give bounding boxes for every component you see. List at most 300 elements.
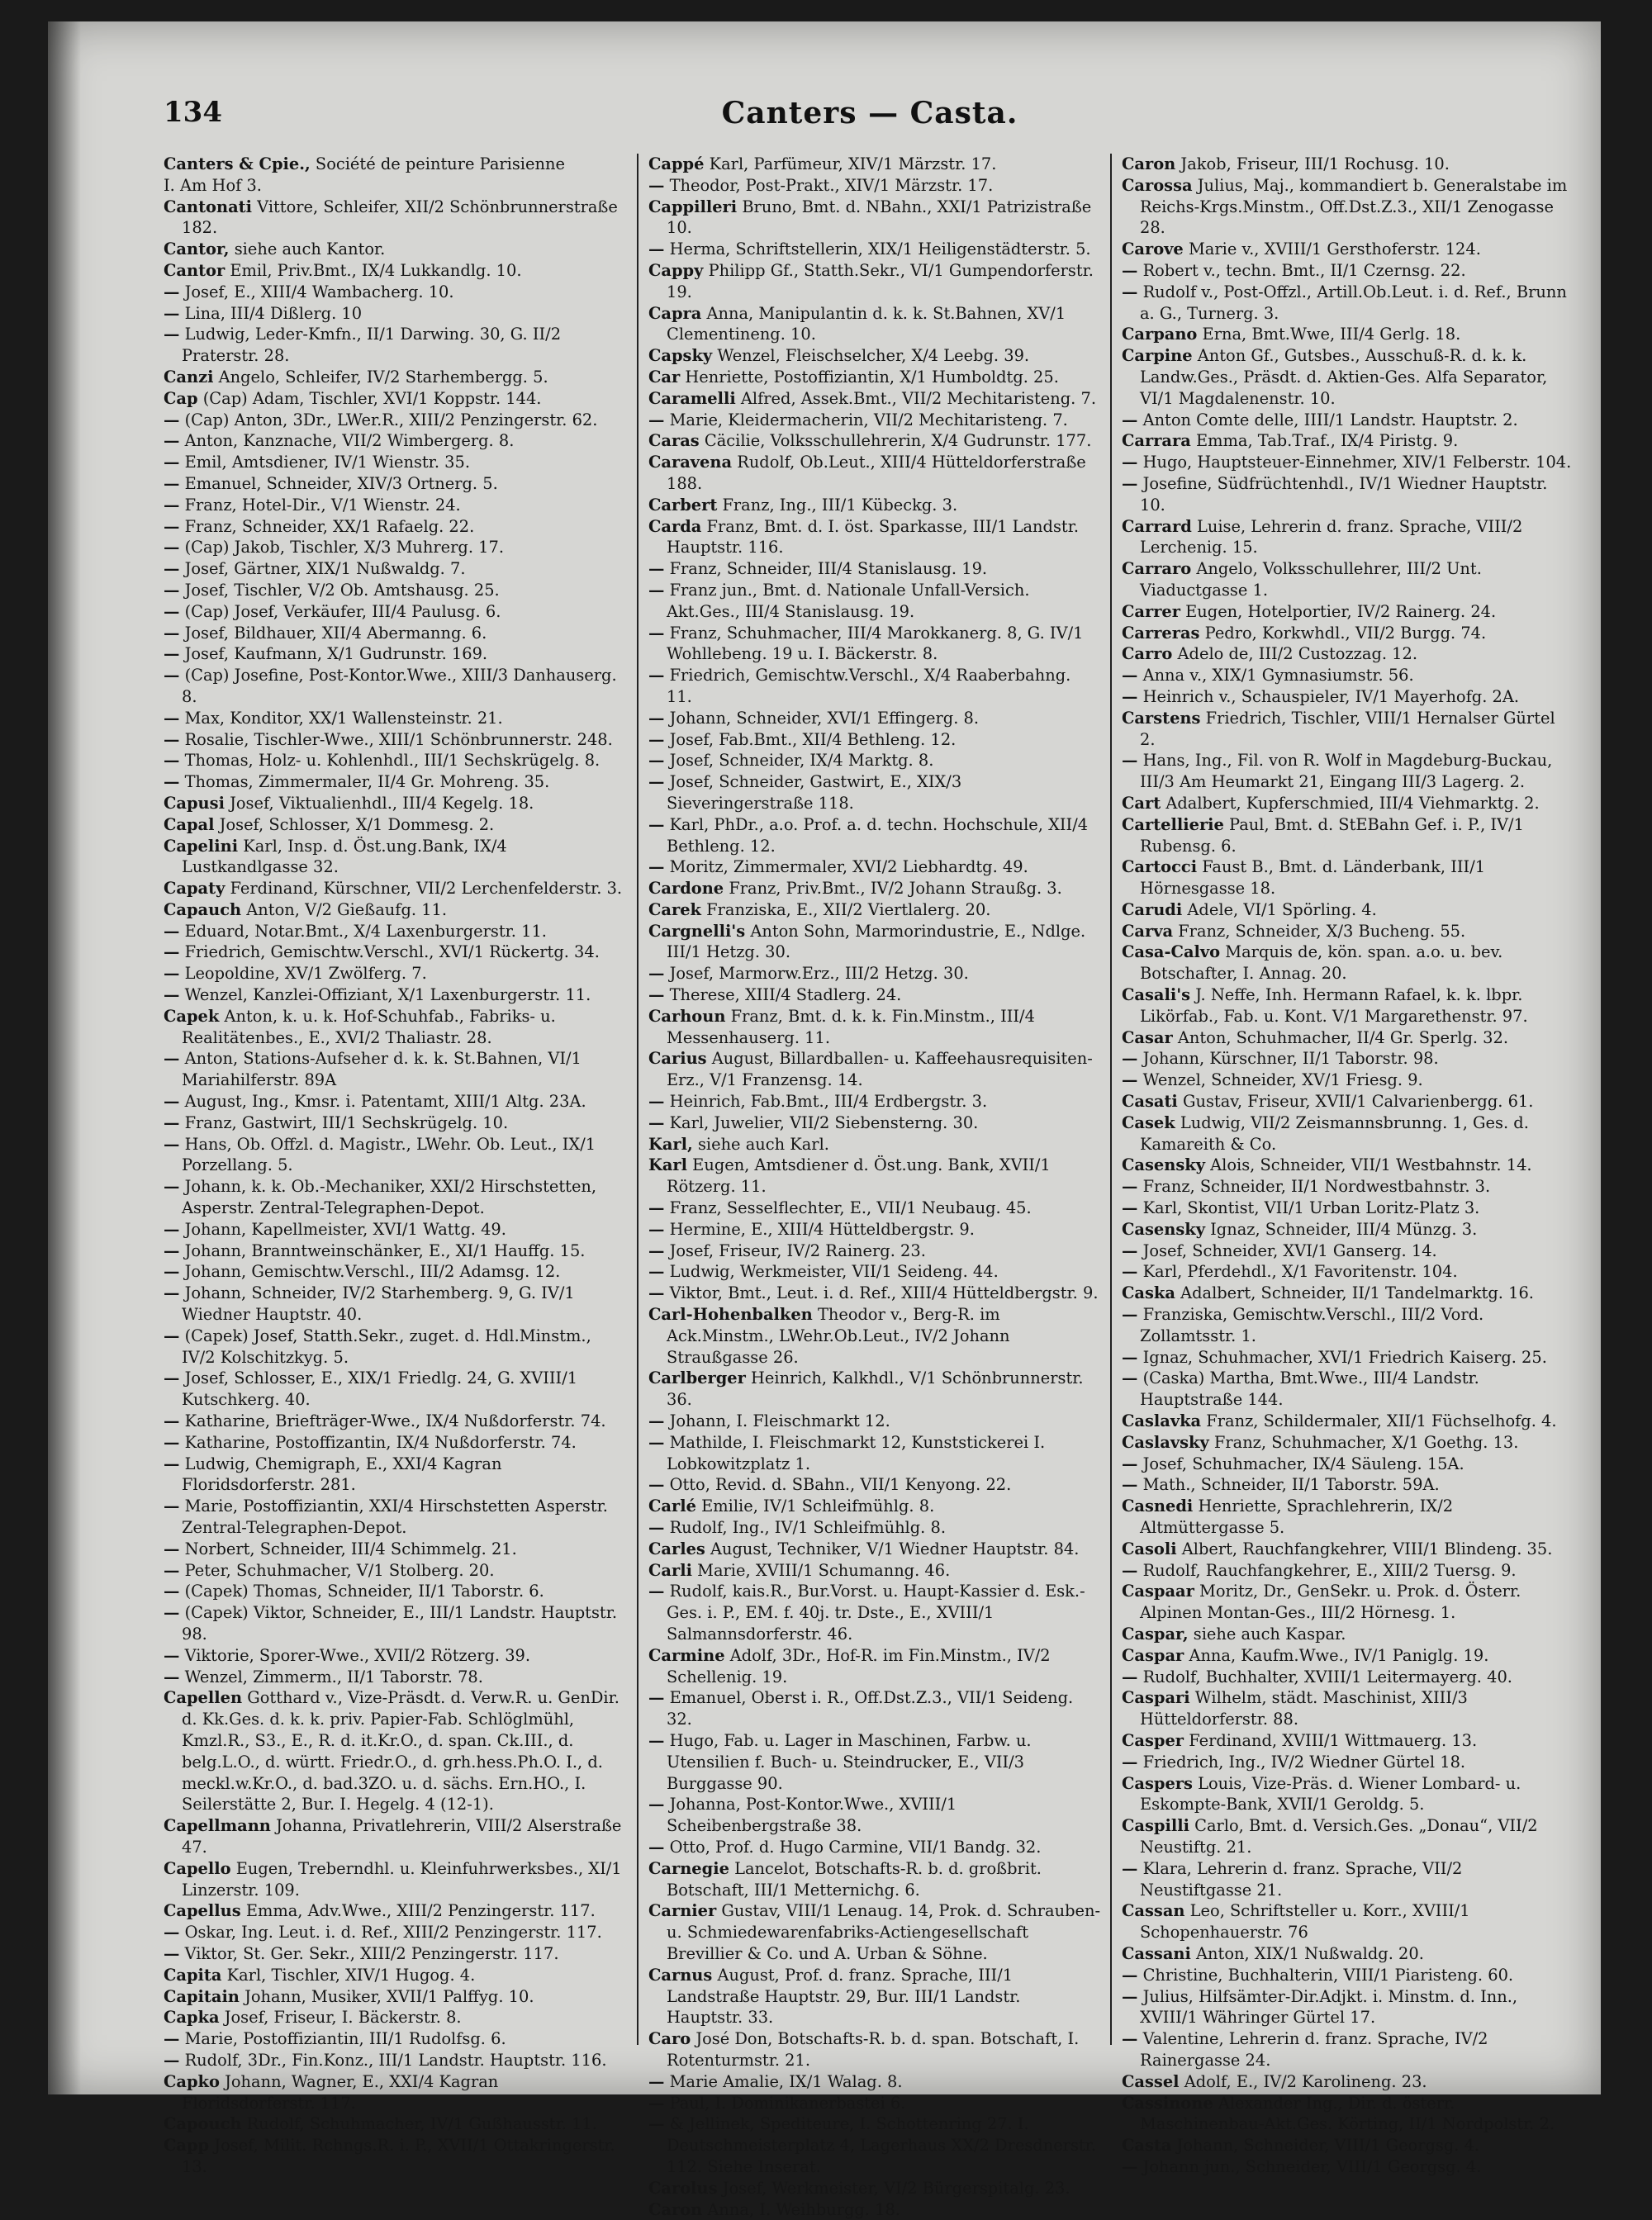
entry-details: Alfred, Assek.Bmt., VII/2 Mechitaristeng. 7. xyxy=(741,389,1096,408)
entry-details: Viktor, Bmt., Leut. i. d. Ref., XIII/4 Hütteldbergstr. 9. xyxy=(670,1283,1099,1302)
directory-entry xyxy=(648,175,1100,197)
entry-details: Eugen, Hotelportier, IV/2 Rainerg. 24. xyxy=(1185,602,1496,621)
entry-details: Emil, Amtsdiener, IV/1 Wienstr. 35. xyxy=(185,453,470,472)
entry-details: Karl, Tischler, XIV/1 Hugog. 4. xyxy=(227,1966,476,1985)
column-right xyxy=(1110,154,1583,2045)
entry-details: Jakob, Friseur, III/1 Rochusg. 10. xyxy=(1180,154,1449,173)
entry-name: — xyxy=(164,1411,179,1430)
entry-name: Casoli xyxy=(1122,1539,1177,1558)
directory-entry xyxy=(164,175,627,197)
entry-details: Emil, Priv.Bmt., IX/4 Lukkandlg. 10. xyxy=(230,261,521,280)
entry-name: Capusi xyxy=(164,794,225,813)
directory-entry xyxy=(648,1048,1100,1091)
entry-name: — xyxy=(648,2114,664,2133)
entry-details: Rudolf, Buchhalter, XVIII/1 Leitermayerg. 40. xyxy=(1143,1667,1512,1686)
entry-details: Thomas, Holz- u. Kohlenhdl., III/1 Sechskrügelg. 8. xyxy=(185,751,601,770)
directory-entry xyxy=(1122,1474,1574,1496)
entry-details: Marie, XVIII/1 Schumanng. 46. xyxy=(697,1561,950,1580)
directory-entry xyxy=(648,2199,1100,2220)
directory-entry xyxy=(648,367,1100,388)
directory-entry xyxy=(1122,1411,1574,1432)
directory-entry xyxy=(164,452,627,473)
entry-details: Henriette, Sprachlehrerin, IX/2 Altmüttergasse 5. xyxy=(1140,1497,1453,1537)
entry-name: — xyxy=(164,559,179,578)
entry-details: Karl, Parfümeur, XIV/1 Märzstr. 17. xyxy=(710,154,997,173)
entry-name: Carreras xyxy=(1122,624,1199,643)
entry-details: Josef, Bildhauer, XII/4 Abermanng. 6. xyxy=(185,624,487,643)
entry-details: Rudolf, kais.R., Bur.Vorst. u. Haupt-Kassier d. Esk.-Ges. i. P., EM. f. 40j. tr. Dste., E., XVIII/1 Salmannsdorferstr. 46. xyxy=(667,1582,1085,1644)
directory-entry xyxy=(1122,1176,1574,1198)
directory-entry xyxy=(164,878,627,899)
entry-name: Caravena xyxy=(648,453,732,472)
directory-entry xyxy=(648,303,1100,346)
directory-entry xyxy=(648,2113,1100,2177)
entry-name: — xyxy=(164,325,179,344)
directory-entry xyxy=(164,643,627,665)
directory-entry xyxy=(648,430,1100,452)
entry-details: Mathilde, I. Fleischmarkt 12, Kunststickerei I. Lobkowitzplatz 1. xyxy=(667,1433,1045,1473)
directory-entry xyxy=(1122,1730,1574,1752)
entry-details: Thomas, Zimmermaler, II/4 Gr. Mohreng. 35. xyxy=(185,772,550,791)
directory-entry xyxy=(1122,921,1574,942)
entry-details: Heinrich, Fab.Bmt., III/4 Erdbergstr. 3. xyxy=(670,1092,988,1111)
directory-entry xyxy=(164,1539,627,1560)
directory-entry xyxy=(1122,516,1574,559)
directory-entry xyxy=(648,1539,1100,1560)
entry-details: Friedrich, Gemischtw.Verschl., X/4 Raaberbahng. 11. xyxy=(667,666,1070,706)
entry-name: Carossa xyxy=(1122,176,1193,195)
entry-name: — xyxy=(164,1262,179,1281)
entry-name: Cap xyxy=(164,389,198,408)
directory-entry xyxy=(164,558,627,580)
entry-name: — xyxy=(648,1475,664,1494)
entry-details: Wilhelm, städt. Maschinist, XIII/3 Hütteldorferstr. 88. xyxy=(1140,1688,1468,1729)
directory-entry xyxy=(648,856,1100,878)
entry-details: Alois, Schneider, VII/1 Westbahnstr. 14. xyxy=(1210,1155,1531,1174)
entry-details: Josef, Milit. Rchngs.R. i. P., XVII/1 Ottakringerstr. 13. xyxy=(182,2136,615,2176)
entry-details: (Capek) Viktor, Schneider, E., III/1 Landstr. Hauptstr. 98. xyxy=(182,1603,617,1644)
entry-details: August, Techniker, V/1 Wiedner Hauptstr. 84. xyxy=(710,1539,1079,1558)
directory-entry xyxy=(164,708,627,729)
entry-name: — xyxy=(164,2029,179,2048)
entry-name: Caro xyxy=(648,2029,691,2048)
entry-details: Eugen, Amtsdiener d. Öst.ung. Bank, XVII/1 Rötzerg. 11. xyxy=(667,1155,1051,1196)
entry-details: Rudolf, Rauchfangkehrer, E., XIII/2 Tuersg. 9. xyxy=(1143,1561,1517,1580)
directory-entry xyxy=(648,1304,1100,1368)
entry-details: Adolf, E., IV/2 Karolineng. 23. xyxy=(1184,2072,1427,2091)
entry-details: Heinrich v., Schauspieler, IV/1 Mayerhofg. 2A. xyxy=(1143,687,1519,706)
entry-details: Josef, Schneider, XVI/1 Ganserg. 14. xyxy=(1143,1241,1437,1260)
entry-details: (Cap) Jakob, Tischler, X/3 Muhrerg. 17. xyxy=(185,538,504,557)
directory-entry xyxy=(164,1112,627,1134)
directory-entry xyxy=(1122,1687,1574,1730)
entry-details: Johanna, Privatlehrerin, VIII/2 Alserstraße 47. xyxy=(182,1816,621,1857)
directory-entry xyxy=(1122,410,1574,431)
entry-details: (Cap) Adam, Tischler, XVI/1 Koppstr. 144. xyxy=(203,389,542,408)
entry-details: siehe auch Karl. xyxy=(698,1135,829,1154)
entry-name: — xyxy=(164,985,179,1004)
directory-entry xyxy=(648,1645,1100,1688)
entry-details: Julius, Hilfsämter-Dir.Adjkt. i. Minstm. d. Inn., XVIII/1 Währinger Gürtel 17. xyxy=(1140,1987,1517,2028)
directory-entry xyxy=(164,899,627,921)
directory-entry xyxy=(164,410,627,431)
directory-entry xyxy=(164,303,627,325)
entry-details: Franz, Schneider, X/3 Bucheng. 55. xyxy=(1178,922,1465,941)
directory-entry xyxy=(1122,1219,1574,1240)
directory-entry xyxy=(164,1922,627,1943)
entry-details: August, Billardballen- u. Kaffeehausrequisiten-Erz., V/1 Franzensg. 14. xyxy=(667,1049,1093,1089)
entry-name: Caspar xyxy=(1122,1646,1184,1665)
directory-entry xyxy=(164,1134,627,1177)
directory-entry xyxy=(648,771,1100,814)
directory-entry xyxy=(164,239,627,260)
entry-details: Wenzel, Schneider, XV/1 Friesg. 9. xyxy=(1143,1070,1423,1089)
directory-entry xyxy=(1122,665,1574,686)
entry-details: Johann, k. k. Ob.-Mechaniker, XXI/2 Hirschstetten, Asperstr. Zentral-Telegraphen-Depot. xyxy=(182,1177,596,1217)
directory-entry xyxy=(648,1496,1100,1517)
entry-details: Franz, Schildermaler, XII/1 Füchselhofg. 4. xyxy=(1206,1411,1556,1430)
entry-name: — xyxy=(164,1241,179,1260)
directory-entry xyxy=(648,1091,1100,1112)
directory-entry xyxy=(1122,1539,1574,1560)
entry-details: Franz, Priv.Bmt., IV/2 Johann Straußg. 3. xyxy=(729,879,1062,898)
entry-details: Josef, Schlosser, X/1 Dommesg. 2. xyxy=(220,815,495,834)
directory-entry xyxy=(164,282,627,303)
entry-details: Rudolf, Ing., IV/1 Schleifmühlg. 8. xyxy=(670,1518,946,1537)
entry-name: Caspar, xyxy=(1122,1625,1189,1644)
entry-details: siehe auch Kantor. xyxy=(235,240,386,259)
entry-name: — xyxy=(164,964,179,983)
directory-entry xyxy=(648,708,1100,729)
entry-details: Johanna, Post-Kontor.Wwe., XVIII/1 Scheibenbergstraße 38. xyxy=(667,1795,957,1835)
entry-name: Caras xyxy=(648,431,700,450)
entry-details: Ludwig, VII/2 Zeismannsbrunng. 1, Ges. d. Kamareith & Co. xyxy=(1140,1113,1529,1154)
entry-details: August, Ing., Kmsr. i. Patentamt, XIII/1 Altg. 23A. xyxy=(185,1092,586,1111)
entry-name: — xyxy=(1122,1966,1137,1985)
entry-details: Marie, Postoffiziantin, III/1 Rudolfsg. 6. xyxy=(185,2029,506,2048)
entry-details: Angelo, Volksschullehrer, III/2 Unt. Viaductgasse 1. xyxy=(1140,559,1482,600)
entry-details: Anton, Schuhmacher, II/4 Gr. Sperlg. 32. xyxy=(1178,1028,1508,1047)
entry-name: — xyxy=(648,2072,664,2091)
entry-name: — xyxy=(648,1688,664,1707)
entry-name: — xyxy=(164,922,179,941)
entry-details: Franz, Schuhmacher, III/4 Marokkanerg. 8, G. IV/1 Wohllebeng. 19 u. I. Bäckerstr. 8. xyxy=(667,624,1083,664)
entry-name: — xyxy=(164,2051,179,2070)
entry-details: Viktor, St. Ger. Sekr., XIII/2 Penzingerstr. 117. xyxy=(185,1944,559,1963)
entry-name: Cappy xyxy=(648,261,703,280)
entry-name: — xyxy=(648,730,664,749)
directory-entry xyxy=(648,1965,1100,2028)
entry-name: Cassani xyxy=(1122,1944,1191,1963)
entry-name: — xyxy=(1122,1070,1137,1089)
entry-name: Canters & Cpie., xyxy=(164,154,311,173)
directory-entry xyxy=(648,388,1100,410)
directory-entry xyxy=(648,197,1100,240)
directory-entry xyxy=(164,1240,627,1262)
directory-entry xyxy=(164,1900,627,1922)
directory-entry xyxy=(1122,1900,1574,1943)
directory-entry xyxy=(164,2028,627,2050)
directory-entry xyxy=(648,580,1100,623)
running-head: Canters — Casta. xyxy=(164,96,1576,130)
directory-entry xyxy=(648,921,1100,964)
directory-entry xyxy=(164,495,627,516)
directory-entry xyxy=(1122,1091,1574,1112)
directory-entry xyxy=(164,367,627,388)
directory-entry xyxy=(164,1261,627,1283)
entry-details: Adalbert, Schneider, II/1 Tandelmarktg. 16. xyxy=(1180,1283,1534,1302)
entry-details: Wenzel, Kanzlei-Offiziant, X/1 Laxenburgerstr. 11. xyxy=(185,985,591,1004)
entry-details: Johann, Gemischtw.Verschl., III/2 Adamsg. 12. xyxy=(185,1262,561,1281)
entry-name: Carbert xyxy=(648,496,717,515)
directory-entry xyxy=(648,495,1100,516)
entry-details: Anton, XIX/1 Nußwaldg. 20. xyxy=(1196,1944,1424,1963)
entry-name: — xyxy=(648,666,664,685)
directory-entry xyxy=(1122,899,1574,921)
entry-name: — xyxy=(164,453,179,472)
entry-name: Capouch xyxy=(164,2114,242,2133)
directory-entry xyxy=(164,1667,627,1688)
entry-name: Karl xyxy=(648,1155,687,1174)
entry-details: (Caska) Martha, Bmt.Wwe., III/4 Landstr. Hauptstraße 144. xyxy=(1140,1369,1479,1409)
entry-name: — xyxy=(1122,751,1137,770)
entry-details: (Capek) Josef, Statth.Sekr., zuget. d. Hdl.Minstm., IV/2 Kolschitzkyg. 5. xyxy=(182,1326,591,1367)
entry-details: Anna, Kaufm.Wwe., IV/1 Paniglg. 19. xyxy=(1189,1646,1488,1665)
entry-details: Hans, Ing., Fil. von R. Wolf in Magdeburg-Buckau, III/3 Am Heumarkt 21, Eingang III/3 Lagerg. 2. xyxy=(1140,751,1552,791)
directory-entry xyxy=(1122,1815,1574,1858)
directory-entry xyxy=(1122,452,1574,473)
entry-name: — xyxy=(164,1539,179,1558)
entry-details: Paul, Bmt. d. StEBahn Gef. i. P., IV/1 Rubensg. 6. xyxy=(1140,815,1524,856)
directory-entry xyxy=(164,1581,627,1602)
directory-entry xyxy=(1122,473,1574,516)
entry-name: Carpine xyxy=(1122,346,1193,365)
entry-details: Peter, Schuhmacher, V/1 Stolberg. 20. xyxy=(185,1561,495,1580)
entry-details: Carlo, Bmt. d. Versich.Ges. „Donau“, VII/2 Neustiftg. 21. xyxy=(1140,1816,1538,1857)
entry-details: (Cap) Josef, Verkäufer, III/4 Paulusg. 6. xyxy=(185,602,501,621)
directory-entry xyxy=(648,1858,1100,1901)
entry-details: Hugo, Hauptsteuer-Einnehmer, XIV/1 Felberstr. 104. xyxy=(1143,453,1572,472)
entry-details: Josef, Schlosser, E., XIX/1 Friedlg. 24, G. XVIII/1 Kutschkerg. 40. xyxy=(182,1369,577,1409)
directory-entry xyxy=(648,452,1100,495)
entry-name: Carnier xyxy=(648,1901,716,1920)
directory-entry xyxy=(1122,1304,1574,1347)
entry-details: Heinrich, Kalkhdl., V/1 Schönbrunnerstr. 36. xyxy=(667,1369,1084,1409)
directory-entry xyxy=(1122,239,1574,260)
directory-entry xyxy=(648,1474,1100,1496)
directory-entry xyxy=(1122,1347,1574,1369)
entry-name: Carove xyxy=(1122,240,1184,259)
directory-entry xyxy=(648,665,1100,708)
directory-entry xyxy=(648,899,1100,921)
directory-entry xyxy=(648,963,1100,984)
directory-entry xyxy=(164,1602,627,1645)
entry-name: — xyxy=(648,1241,664,1260)
directory-entry xyxy=(164,793,627,814)
entry-name: — xyxy=(1122,1475,1137,1494)
directory-entry xyxy=(648,1198,1100,1219)
directory-entry xyxy=(164,260,627,282)
directory-entry xyxy=(1122,1283,1574,1304)
entry-name: — xyxy=(648,857,664,876)
entry-details: Theodor v., Berg-R. im Ack.Minstm., LWehr.Ob.Leut., IV/2 Johann Straußgasse 26. xyxy=(667,1305,1010,1367)
directory-entry xyxy=(164,2135,627,2178)
entry-name: — xyxy=(164,730,179,749)
directory-entry xyxy=(164,197,627,240)
entry-details: Norbert, Schneider, III/4 Schimmelg. 21. xyxy=(185,1539,517,1558)
entry-name: — xyxy=(1122,1198,1137,1217)
entry-name: — xyxy=(1122,1305,1137,1324)
entry-details: Rudolf, Schuhmacher, IV/1 Gußhausstr. 11. xyxy=(247,2114,597,2133)
entry-name: — xyxy=(164,474,179,493)
directory-entry xyxy=(648,558,1100,580)
entry-details: Anton Gf., Gutsbes., Ausschuß-R. d. k. k. Landw.Ges., Präsdt. d. Aktien-Ges. Alfa Separator, VI/1 Magdalenenstr. 10. xyxy=(1140,346,1547,408)
directory-page xyxy=(48,21,1601,2094)
directory-entry xyxy=(648,1112,1100,1134)
entry-details: Johann, Schneider, XVI/1 Effingerg. 8. xyxy=(670,709,979,728)
directory-entry xyxy=(1122,708,1574,751)
entry-details: Johann jun., Schneider, VIII/1 Georgsg. 4. xyxy=(1143,2157,1482,2176)
entry-name: — xyxy=(164,1092,179,1111)
entry-name: Carek xyxy=(648,900,701,919)
entry-details: Josef, E., XIII/4 Wambacherg. 10. xyxy=(185,282,454,301)
entry-name: Carstens xyxy=(1122,709,1200,728)
directory-entry xyxy=(648,1432,1100,1475)
entry-details: Erna, Bmt.Wwe, III/4 Gerlg. 18. xyxy=(1203,325,1461,344)
entry-name: Caspers xyxy=(1122,1774,1193,1793)
entry-details: Anna, Manipulantin d. k. k. St.Bahnen, XV/1 Clementineng. 10. xyxy=(667,304,1066,344)
entry-details: & Jellinek, Spediteure, I. Schottenring 27. I. Deutschmeisterplatz 4, Lagerhaus XX/2 Dresdnerstr. 112. Siehe Inserat. xyxy=(667,2114,1096,2176)
directory-entry xyxy=(648,2093,1100,2114)
directory-entry xyxy=(1122,1432,1574,1454)
directory-entry xyxy=(1122,1986,1574,2029)
entry-details: Karl, Pferdehdl., X/1 Favoritenstr. 104. xyxy=(1143,1262,1458,1281)
entry-name: Caslavsky xyxy=(1122,1433,1209,1452)
directory-entry xyxy=(1122,1943,1574,1965)
entry-details: Eduard, Notar.Bmt., X/4 Laxenburgerstr. 11. xyxy=(185,922,547,941)
entry-name: Cargnelli's xyxy=(648,922,745,941)
entry-details: Franz, Schuhmacher, X/1 Goethg. 13. xyxy=(1214,1433,1519,1452)
directory-entry xyxy=(1122,623,1574,644)
entry-details: Franz, Schneider, III/4 Stanislausg. 19. xyxy=(670,559,988,578)
entry-details: Josef, Viktualienhdl., III/4 Kegelg. 18. xyxy=(230,794,534,813)
entry-details: Franz, Schneider, XX/1 Rafaelg. 22. xyxy=(185,517,475,536)
directory-entry xyxy=(164,2071,627,2114)
directory-entry xyxy=(164,1219,627,1240)
entry-details: I. Am Hof 3. xyxy=(164,176,262,195)
entry-name: Caslavka xyxy=(1122,1411,1201,1430)
entry-name: — xyxy=(1122,474,1137,493)
directory-entry xyxy=(1122,814,1574,857)
entry-name: — xyxy=(164,1433,179,1452)
entry-name: Carli xyxy=(648,1561,692,1580)
entry-name: Casta xyxy=(1122,2136,1171,2155)
entry-details: Otto, Prof. d. Hugo Carmine, VII/1 Bandg. 32. xyxy=(670,1838,1042,1857)
directory-entry xyxy=(1122,1965,1574,1986)
entry-details: Marie Amalie, IX/1 Walag. 8. xyxy=(670,2072,903,2091)
entry-name: — xyxy=(1122,261,1137,280)
entry-name: — xyxy=(164,602,179,621)
entry-details: Josef, Tischler, V/2 Ob. Amtshausg. 25. xyxy=(185,581,500,600)
entry-details: Josef, Schneider, IX/4 Marktg. 8. xyxy=(670,751,934,770)
entry-details: Marie v., XVIII/1 Gersthoferstr. 124. xyxy=(1189,240,1481,259)
directory-entry xyxy=(164,154,627,175)
directory-entry xyxy=(648,2028,1100,2071)
directory-entry xyxy=(164,1965,627,1986)
entry-details: Emanuel, Schneider, XIV/3 Ortnerg. 5. xyxy=(185,474,498,493)
entry-name: — xyxy=(648,624,664,643)
directory-entry xyxy=(1122,1667,1574,1688)
entry-name: — xyxy=(1122,1177,1137,1196)
entry-name: — xyxy=(648,1283,664,1302)
entry-details: Pedro, Korkwhdl., VII/2 Burgg. 74. xyxy=(1205,624,1487,643)
entry-details: Johann, Kapellmeister, XVI/1 Wattg. 49. xyxy=(185,1220,506,1239)
entry-name: — xyxy=(164,496,179,515)
entry-name: — xyxy=(648,1220,664,1239)
directory-entry xyxy=(648,2178,1100,2199)
directory-entry xyxy=(1122,1261,1574,1283)
entry-details: Franz, Schneider, II/1 Nordwestbahnstr. 3. xyxy=(1143,1177,1491,1196)
entry-name: — xyxy=(164,304,179,323)
entry-name: — xyxy=(164,1667,179,1686)
entry-name: — xyxy=(648,1838,664,1857)
directory-entry xyxy=(1122,1070,1574,1091)
entry-details: Friedrich, Tischler, VIII/1 Hernalser Gürtel 2. xyxy=(1140,709,1555,749)
directory-entry xyxy=(1122,686,1574,708)
entry-name: — xyxy=(164,1497,179,1516)
entry-details: Johann, Schneider, VIII/1 Georgsg. 4. xyxy=(1177,2136,1479,2155)
entry-name: — xyxy=(648,1262,664,1281)
entry-details: Adele, VI/1 Spörling. 4. xyxy=(1187,900,1376,919)
entry-name: — xyxy=(164,1220,179,1239)
column-middle xyxy=(637,154,1110,2045)
entry-details: Adolf, 3Dr., Hof-R. im Fin.Minstm., IV/2 Schellenig. 19. xyxy=(667,1646,1051,1686)
directory-entry xyxy=(648,1837,1100,1858)
entry-name: Carva xyxy=(1122,922,1173,941)
directory-entry xyxy=(164,750,627,771)
entry-name: — xyxy=(1122,1753,1137,1772)
directory-entry xyxy=(1122,1752,1574,1773)
directory-entry xyxy=(1122,1027,1574,1049)
directory-entry xyxy=(164,516,627,538)
entry-name: — xyxy=(164,1177,179,1196)
entry-details: Johann, Branntweinschänker, E., XI/1 Hauffg. 15. xyxy=(185,1241,586,1260)
directory-entry xyxy=(648,1219,1100,1240)
entry-name: Capp xyxy=(164,2136,209,2155)
entry-details: Gotthard v., Vize-Präsdt. d. Verw.R. u. GenDir. d. Kk.Ges. d. k. k. priv. Papier-Fab. Schlöglmühl, Kmzl.R., S3., E., R. d. it.Kr.O., d. span. Ck.III., d. belg.L.O., d. württ. Friedr.O., d. grh.hess.Ph.O. I., d. meckl.w.Kr.O., d. bad.3ZO. u. d. sächs. Ern.HO., I. Seilerstätte 2, Bur. I. Hegelg. 4 (12-1). xyxy=(182,1688,620,1814)
entry-name: — xyxy=(164,1603,179,1622)
entry-name: Carius xyxy=(648,1049,707,1068)
entry-details: Adelo de, III/2 Custozzag. 12. xyxy=(1178,644,1417,663)
entry-name: — xyxy=(1122,282,1137,301)
entry-name: — xyxy=(1122,1987,1137,2006)
directory-entry xyxy=(1122,856,1574,899)
entry-name: — xyxy=(164,1113,179,1132)
directory-entry xyxy=(1122,1581,1574,1624)
entry-name: Capaty xyxy=(164,879,225,898)
directory-entry xyxy=(164,836,627,879)
directory-entry xyxy=(1122,1155,1574,1176)
entry-name: Carlberger xyxy=(648,1369,746,1388)
directory-entry xyxy=(1122,643,1574,665)
directory-entry xyxy=(164,942,627,963)
entry-details: Karl, Insp. d. Öst.ung.Bank, IX/4 Lustkandlgasse 32. xyxy=(182,837,507,877)
directory-entry xyxy=(648,154,1100,175)
directory-entry xyxy=(164,921,627,942)
entry-details: Moritz, Zimmermaler, XVI/2 Liebhardtg. 49. xyxy=(670,857,1028,876)
entry-name: Canzi xyxy=(164,368,213,387)
entry-details: Josef, Kaufmann, X/1 Gudrunstr. 169. xyxy=(185,644,488,663)
